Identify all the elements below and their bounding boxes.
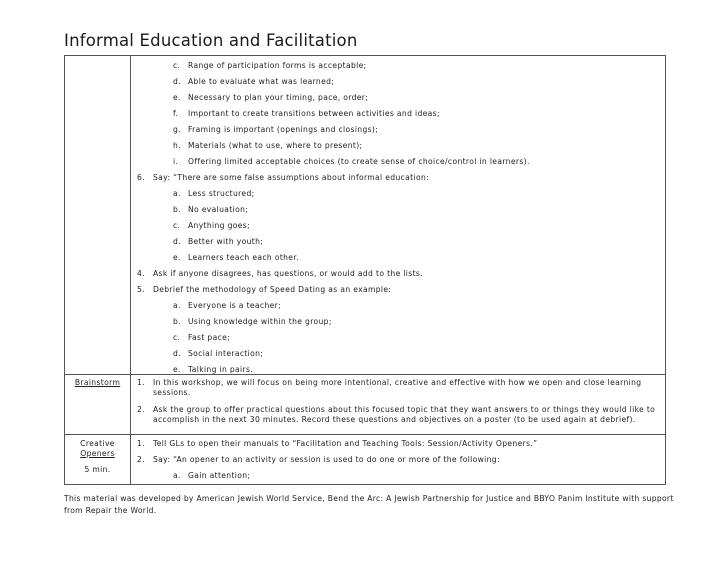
list-item: Anything goes; bbox=[188, 221, 251, 230]
step-text: In this workshop, we will focus on being more intentional, creative and effective with how we open and close learning sessions. bbox=[153, 378, 642, 397]
list-item: Everyone is a teacher; bbox=[188, 301, 282, 310]
list-marker: e. bbox=[173, 365, 181, 374]
list-marker: b. bbox=[173, 205, 181, 214]
row-divider-openers bbox=[65, 434, 665, 435]
list-item: Learners teach each other. bbox=[188, 253, 299, 262]
list-item: Gain attention; bbox=[188, 471, 251, 480]
list-marker: e. bbox=[173, 253, 181, 262]
list-item: Talking in pairs. bbox=[188, 365, 254, 374]
step-marker: 2. bbox=[137, 405, 145, 414]
list-item: Offering limited acceptable choices (to create sense of choice/control in learners). bbox=[188, 157, 530, 166]
step-text: Ask if anyone disagrees, has questions, or would add to the lists. bbox=[153, 269, 423, 278]
list-item: Fast pace; bbox=[188, 333, 231, 342]
step-text: Say: “An opener to an activity or session is used to do one or more of the following: bbox=[153, 455, 500, 464]
list-marker: c. bbox=[173, 61, 181, 70]
step-marker: 5. bbox=[137, 285, 145, 294]
brainstorm-label-text: Brainstorm bbox=[74, 378, 121, 387]
column-divider bbox=[130, 56, 131, 484]
step-text: Ask the group to offer practical questions about this focused topic that they want answers to or things they would like to accomplish in the next 30 minutes. Record these questions and objectives on a poster (to be used again at debrief). bbox=[153, 405, 656, 424]
step-text: Tell GLs to open their manuals to “Facilitation and Teaching Tools: Session/Activity Openers.” bbox=[153, 439, 538, 448]
openers-label-line2-wrap bbox=[65, 449, 130, 459]
list-marker: a. bbox=[173, 471, 181, 480]
step-text: Say: “There are some false assumptions about informal education: bbox=[153, 173, 430, 182]
list-marker: d. bbox=[173, 237, 181, 246]
footer-credit: This material was developed by American Jewish World Service, Bend the Arc: A Jewish Partnership for Justice and BBYO Panim Institute with support from Repair the World. bbox=[64, 494, 674, 515]
row-divider-brainstorm bbox=[65, 374, 665, 375]
list-item: Range of participation forms is acceptable; bbox=[188, 61, 367, 70]
list-marker: b. bbox=[173, 317, 181, 326]
list-marker: c. bbox=[173, 333, 181, 342]
step-marker: 1. bbox=[137, 378, 145, 387]
list-item: Using knowledge within the group; bbox=[188, 317, 332, 326]
brainstorm-label bbox=[65, 378, 130, 388]
list-item: Framing is important (openings and closings); bbox=[188, 125, 379, 134]
step-text: Debrief the methodology of Speed Dating as an example: bbox=[153, 285, 392, 294]
lesson-table bbox=[64, 55, 666, 485]
step-marker: 4. bbox=[137, 269, 145, 278]
openers-label-line1: Creative bbox=[80, 439, 115, 448]
list-marker: e. bbox=[173, 93, 181, 102]
list-marker: c. bbox=[173, 221, 181, 230]
list-marker: h. bbox=[173, 141, 181, 150]
step-marker: 1. bbox=[137, 439, 145, 448]
list-item: Materials (what to use, where to present); bbox=[188, 141, 363, 150]
list-marker: d. bbox=[173, 77, 181, 86]
step-marker: 2. bbox=[137, 455, 145, 464]
list-item: No evaluation; bbox=[188, 205, 249, 214]
list-item: Able to evaluate what was learned; bbox=[188, 77, 335, 86]
list-marker: a. bbox=[173, 189, 181, 198]
list-marker: f. bbox=[173, 109, 179, 118]
list-item: Important to create transitions between activities and ideas; bbox=[188, 109, 440, 118]
list-marker: g. bbox=[173, 125, 181, 134]
list-item: Necessary to plan your timing, pace, order; bbox=[188, 93, 369, 102]
page-title: Informal Education and Facilitation bbox=[64, 31, 358, 50]
list-item: Social interaction; bbox=[188, 349, 264, 358]
list-item: Better with youth; bbox=[188, 237, 264, 246]
openers-time: 5 min. bbox=[84, 465, 111, 474]
openers-label-line2: Openers bbox=[80, 449, 115, 458]
openers-label bbox=[65, 439, 130, 475]
list-item: Less structured; bbox=[188, 189, 255, 198]
list-marker: d. bbox=[173, 349, 181, 358]
list-marker: i. bbox=[173, 157, 179, 166]
list-marker: a. bbox=[173, 301, 181, 310]
step-marker: 6. bbox=[137, 173, 145, 182]
